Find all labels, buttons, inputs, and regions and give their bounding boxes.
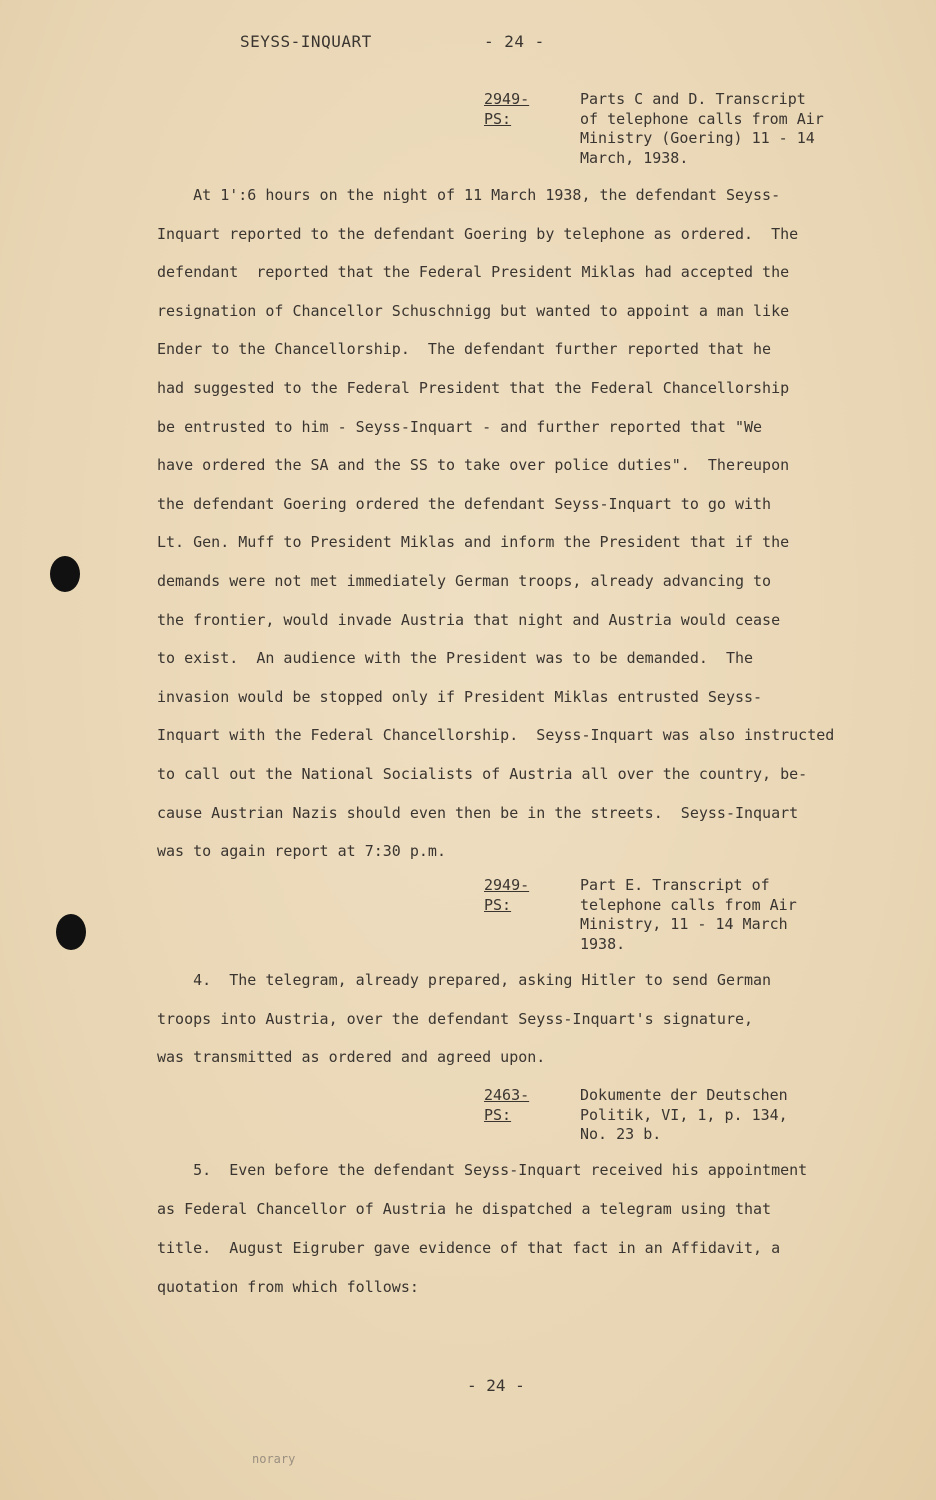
text-line: 4. The telegram, already prepared, asking Hitler to send German [157,971,772,989]
citation-line: No. 23 b. [580,1125,662,1143]
citation-description [580,1086,850,1145]
citation-line: Ministry, 11 - 14 March [580,915,788,933]
text-line: have ordered the SA and the SS to take over police duties". Thereupon [157,456,790,475]
text-line: 5. Even before the defendant Seyss-Inquart received his appointment [157,1161,808,1179]
citation-ref: 2949-PS: [484,90,530,128]
citation-line: Ministry (Goering) 11 - 14 [580,129,815,147]
text-line: the defendant Goering ordered the defendant Seyss-Inquart to go with [157,494,772,513]
text-line: invasion would be stopped only if President Miklas entrusted Seyss- [157,687,763,706]
text-line: At 1':6 hours on the night of 11 March 1938, the defendant Seyss- [157,186,781,204]
text-line: was to again report at 7:30 p.m. [157,842,446,861]
text-line: as Federal Chancellor of Austria he dispatched a telegram using that [157,1200,772,1218]
citation-line: March, 1938. [580,148,689,167]
text-line: had suggested to the Federal President that the Federal Chancellorship [157,379,790,397]
citation-line: telephone calls from Air [580,895,797,914]
text-line: resignation of Chancellor Schuschnigg but wanted to appoint a man like [157,301,790,320]
citation-line: Part E. Transcript of [580,876,770,894]
citation-line: Politik, VI, 1, p. 134, [580,1105,788,1124]
text-line: troops into Austria, over the defendant Seyss-Inquart's signature, [157,1009,754,1028]
text-line: Lt. Gen. Muff to President Miklas and inform the President that if the [157,533,790,552]
citation-line: of telephone calls from Air [580,109,824,128]
citation-line: Parts C and D. Transcript [580,90,806,108]
text-line: quotation from which follows: [157,1278,419,1296]
library-stamp: norary [252,1452,296,1466]
text-line: title. August Eigruber gave evidence of that fact in an Affidavit, a [157,1239,781,1257]
text-line: to exist. An audience with the President was to be demanded. The [157,649,754,668]
punch-hole [56,914,86,950]
citation-description [580,876,850,954]
text-line: was transmitted as ordered and agreed upon. [157,1048,546,1067]
punch-hole [50,556,80,592]
header-page-number: - 24 - [484,32,545,51]
footer-page-number: - 24 - [467,1376,525,1395]
text-line: cause Austrian Nazis should even then be in the streets. Seyss-Inquart [157,803,799,822]
citation-line: Dokumente der Deutschen [580,1086,788,1104]
citation-ref: 2463-PS: [484,1086,530,1124]
text-line: defendant reported that the Federal President Miklas had accepted the [157,263,790,282]
text-line: be entrusted to him - Seyss-Inquart - and further reported that "We [157,417,763,436]
citation-ref: 2949-PS: [484,876,530,914]
text-line: Inquart reported to the defendant Goering by telephone as ordered. The [157,224,799,243]
text-line: demands were not met immediately German troops, already advancing to [157,572,772,590]
text-line: Inquart with the Federal Chancellorship. Seyss-Inquart was also instructed [157,726,835,745]
citation-line: 1938. [580,934,626,953]
text-line: Ender to the Chancellorship. The defendant further reported that he [157,340,772,359]
citation-description [580,90,850,168]
header-title: SEYSS-INQUART [240,32,372,51]
text-line: the frontier, would invade Austria that night and Austria would cease [157,610,781,629]
text-line: to call out the National Socialists of Austria all over the country, be- [157,765,808,783]
